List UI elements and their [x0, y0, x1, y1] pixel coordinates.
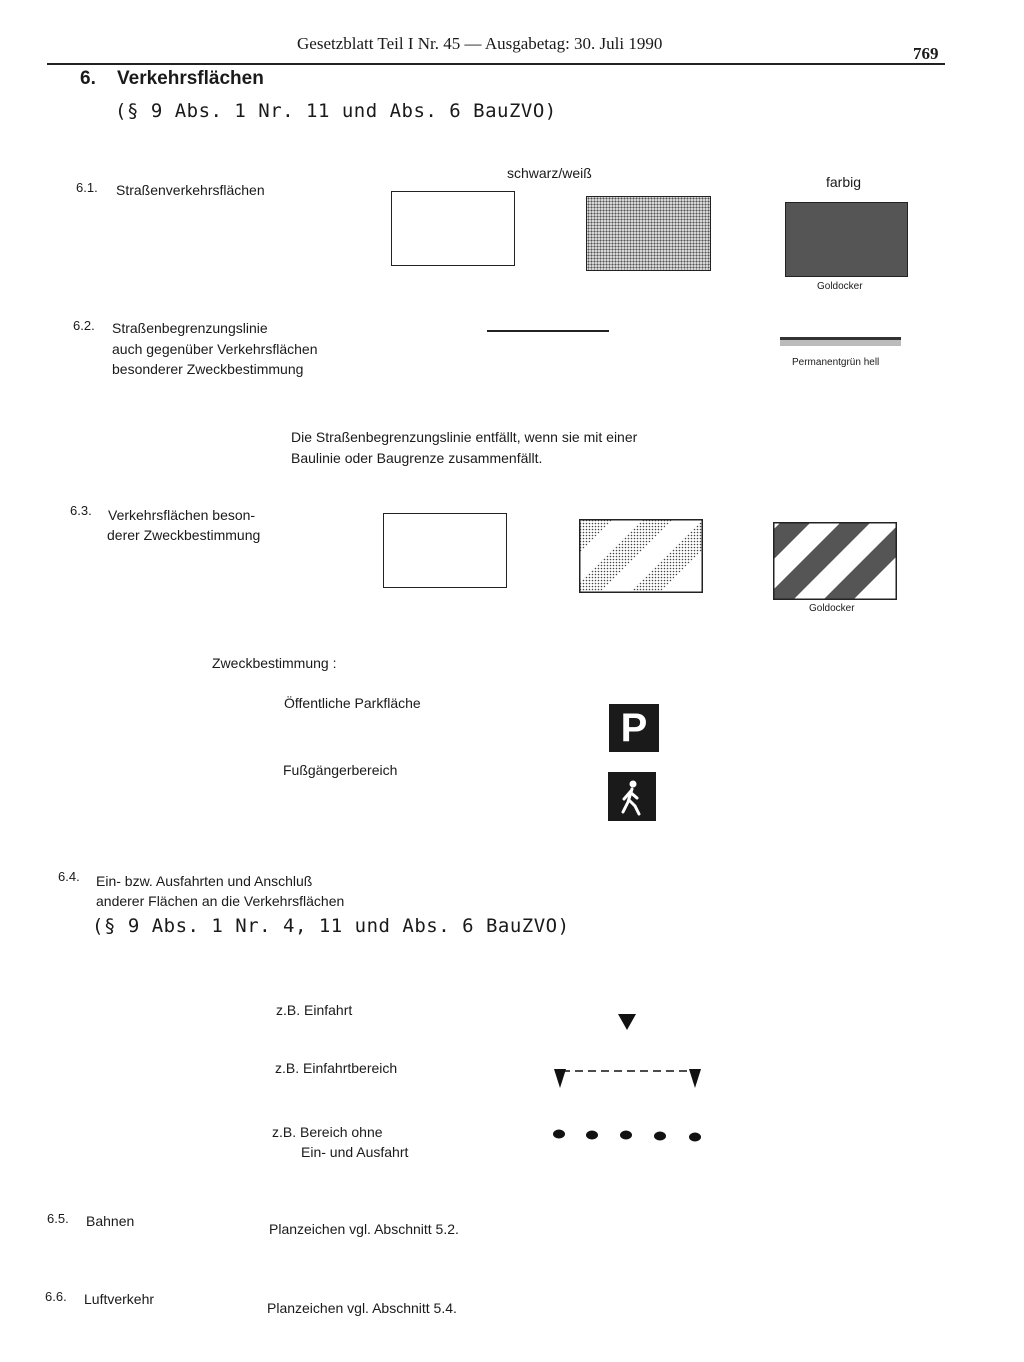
- symbol-6-3-hatched-stipple: [579, 519, 703, 593]
- item-6-2-label-line2: auch gegenüber Verkehrsflächen: [112, 341, 318, 357]
- section-title: Verkehrsflächen: [117, 68, 264, 89]
- symbol-6-3-hatched-color: [773, 522, 897, 600]
- zweck-pedestrian-label: Fußgängerbereich: [283, 762, 398, 778]
- item-6-6-label: Luftverkehr: [84, 1291, 155, 1307]
- item-6-5-number: 6.5.: [47, 1211, 69, 1226]
- item-6-5-label: Bahnen: [86, 1213, 135, 1229]
- caption-6-1-color: Goldocker: [817, 281, 863, 292]
- symbol-6-1-color: [785, 202, 908, 277]
- note-6-2-line1: Die Straßenbegrenzungslinie entfällt, wenn sie mit einer: [291, 429, 638, 445]
- item-6-4-reference: (§ 9 Abs. 1 Nr. 4, 11 und Abs. 6 BauZVO): [92, 915, 570, 937]
- header-rule: [47, 63, 945, 65]
- ohne-label-line1: z.B. Bereich ohne: [272, 1124, 383, 1140]
- einfahrt-triangle-icon: [617, 1013, 637, 1031]
- section-number: 6.: [80, 68, 96, 89]
- ohne-einfahrt-symbol: [550, 1127, 706, 1143]
- symbol-6-2-color-band: [780, 340, 901, 346]
- parking-sign-letter: P: [620, 705, 648, 750]
- item-6-6-reference: Planzeichen vgl. Abschnitt 5.4.: [267, 1300, 457, 1316]
- einfahrt-label: z.B. Einfahrt: [276, 1002, 353, 1018]
- column-heading-bw: schwarz/weiß: [507, 165, 592, 181]
- ohne-label-line2: Ein- und Ausfahrt: [301, 1144, 409, 1160]
- caption-6-2-color: Permanentgrün hell: [792, 357, 880, 368]
- item-6-2-number: 6.2.: [73, 318, 95, 333]
- item-6-3-label-line1: Verkehrsflächen beson-: [108, 507, 256, 523]
- section-reference: (§ 9 Abs. 1 Nr. 11 und Abs. 6 BauZVO): [115, 100, 557, 122]
- note-6-2-line2: Baulinie oder Baugrenze zusammenfällt.: [291, 450, 543, 466]
- item-6-5-reference: Planzeichen vgl. Abschnitt 5.2.: [269, 1221, 459, 1237]
- symbol-6-2-line: [487, 330, 609, 332]
- einfahrtbereich-label: z.B. Einfahrtbereich: [275, 1060, 398, 1076]
- zweck-parking-label: Öffentliche Parkfläche: [284, 695, 421, 711]
- item-6-2-label-line1: Straßenbegrenzungslinie: [112, 320, 268, 336]
- item-6-4-number: 6.4.: [58, 869, 80, 884]
- item-6-2-label-line3: besonderer Zweckbestimmung: [112, 361, 304, 377]
- zweck-label: Zweckbestimmung :: [212, 655, 337, 671]
- pedestrian-sign-icon: [608, 772, 656, 821]
- symbol-6-1-outline: [391, 191, 515, 266]
- caption-6-3-color: Goldocker: [809, 603, 855, 614]
- item-6-4-label-line1: Ein- bzw. Ausfahrten und Anschluß: [96, 873, 313, 889]
- item-6-1-label: Straßenverkehrsflächen: [116, 182, 265, 198]
- item-6-3-label-line2: derer Zweckbestimmung: [107, 527, 261, 543]
- parking-sign-icon: [609, 704, 659, 752]
- item-6-1-number: 6.1.: [76, 180, 98, 195]
- column-heading-color: farbig: [826, 174, 862, 190]
- symbol-6-1-stippled: [586, 196, 711, 271]
- page-number: 769: [913, 44, 939, 63]
- einfahrtbereich-symbol: [552, 1064, 704, 1092]
- running-header: Gesetzblatt Teil I Nr. 45 — Ausgabetag: 30. Juli 1990: [297, 34, 663, 53]
- item-6-6-number: 6.6.: [45, 1289, 67, 1304]
- item-6-4-label-line2: anderer Flächen an die Verkehrsflächen: [96, 893, 345, 909]
- symbol-6-3-outline: [383, 513, 507, 588]
- item-6-3-number: 6.3.: [70, 503, 92, 518]
